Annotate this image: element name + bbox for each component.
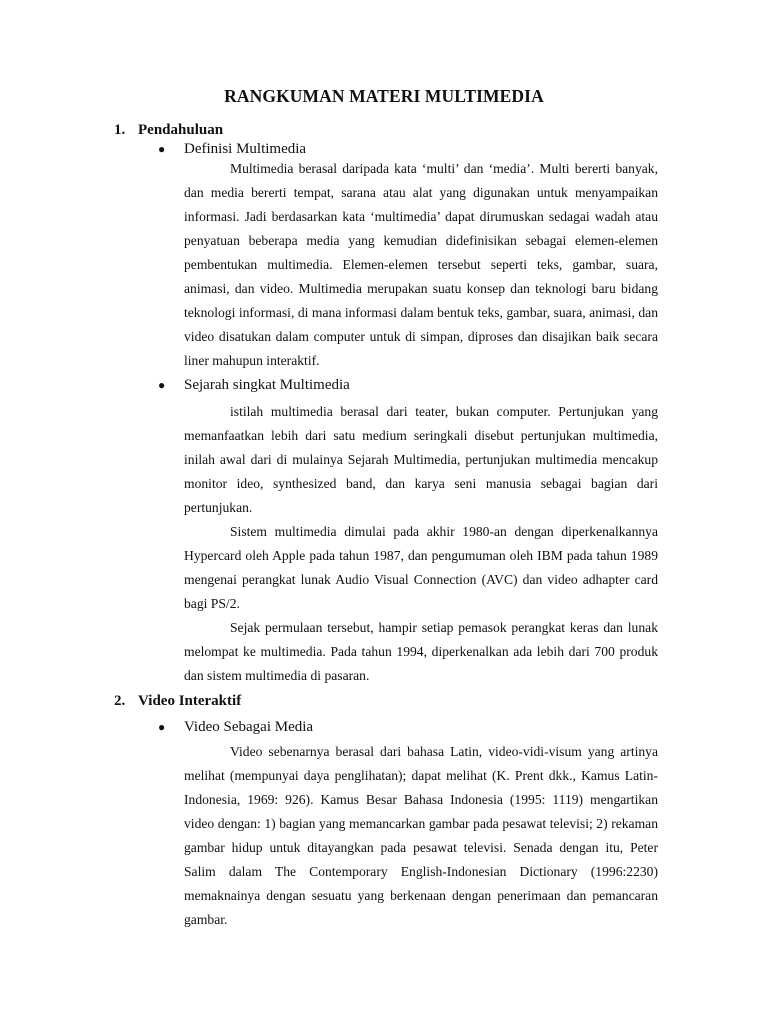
bullet-video-sebagai-media bbox=[158, 719, 313, 736]
paragraph-text: Video sebenarnya berasal dari bahasa Latin, video-vidi-visum yang artinya melihat (mempunyai daya penglihatan); dapat melihat (K. Prent dkk., Kamus Latin-Indonesia, 1969: 926). Kamus Besar Bahasa Indonesia (1995: 1119) mengartikan video dengan: 1) bagian yang memancarkan gambar pada pesawat televisi; 2) rekaman gambar hidup untuk ditayangkan pada pesawat televisi. Senada dengan itu, Peter Salim dalam The Contemporary English-Indonesian Dictionary (1996:2230) memaknainya dengan sesuatu yang berkenaan dengan penerimaan dan pemancaran gambar. bbox=[184, 744, 658, 927]
paragraph-sejarah bbox=[184, 400, 658, 688]
paragraph-text: Sistem multimedia dimulai pada akhir 1980-an dengan diperkenalkannya Hypercard oleh Apple pada tahun 1987, dan pengumuman oleh IBM pada tahun 1989 mengenai perangkat lunak Audio Visual Connection (AVC) dan video adhapter card bagi PS/2. bbox=[184, 524, 658, 611]
paragraph-text: istilah multimedia berasal dari teater, bukan computer. Pertunjukan yang memanfaatkan lebih dari satu medium seringkali disebut pertunjukan multimedia, inilah awal dari di mulainya Sejarah Multimedia, pertunjukan multimedia mencakup monitor ideo, synthesized band, dan karya seni manusia sebagai bagian dari pertunjukan. bbox=[184, 404, 658, 515]
section-heading-pendahuluan bbox=[114, 122, 223, 139]
bullet-dot-icon: ● bbox=[158, 142, 166, 156]
paragraph-definisi bbox=[184, 157, 658, 373]
bullet-dot-icon: ● bbox=[158, 720, 166, 734]
paragraph-video bbox=[184, 740, 658, 932]
bullet-sejarah-multimedia bbox=[158, 377, 350, 394]
document-title: RANGKUMAN MATERI MULTIMEDIA bbox=[224, 86, 544, 106]
bullet-label: Sejarah singkat Multimedia bbox=[184, 377, 350, 393]
section-number: 1. bbox=[114, 122, 126, 138]
section-heading-video-interaktif bbox=[114, 693, 241, 710]
bullet-dot-icon: ● bbox=[158, 378, 166, 392]
bullet-label: Definisi Multimedia bbox=[184, 141, 307, 157]
section-title: Pendahuluan bbox=[138, 122, 224, 138]
section-title: Video Interaktif bbox=[138, 693, 242, 709]
paragraph-text: Multimedia berasal daripada kata ‘multi’ dan ‘media’. Multi bererti banyak, dan media bererti tempat, sarana atau alat yang digunakan untuk menyampaikan informasi. Jadi berdasarkan kata ‘multimedia’ dapat dirumuskan sedagai wadah atau penyatuan beberapa media yang kemudian didefinisikan sebagai elemen-elemen pembentukan multimedia. Elemen-elemen tersebut seperti teks, gambar, suara, animasi, dan video. Multimedia merupakan suatu konsep dan teknologi baru bidang teknologi informasi, di mana informasi dalam bentuk teks, gambar, suara, animasi, dan video disatukan dalam computer untuk di simpan, diproses dan disajikan baik secara liner mahupun interaktif. bbox=[184, 161, 658, 368]
bullet-definisi-multimedia bbox=[158, 141, 306, 158]
section-number: 2. bbox=[114, 693, 126, 709]
paragraph-text: Sejak permulaan tersebut, hampir setiap pemasok perangkat keras dan lunak melompat ke multimedia. Pada tahun 1994, diperkenalkan ada lebih dari 700 produk dan sistem multimedia di pasaran. bbox=[184, 620, 658, 683]
bullet-label: Video Sebagai Media bbox=[184, 719, 314, 735]
